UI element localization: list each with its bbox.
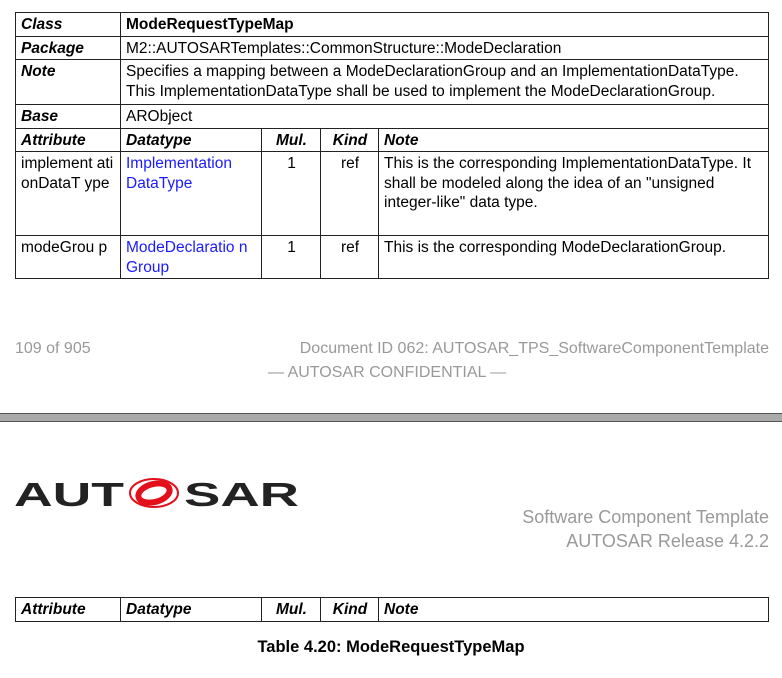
- col-kind: Kind: [321, 128, 379, 152]
- note-cell: This is the corresponding ModeDeclarationGroup.: [379, 236, 769, 279]
- col-attribute: Attribute: [16, 128, 121, 152]
- table-caption: Table 4.20: ModeRequestTypeMap: [257, 638, 525, 656]
- kind-cell: ref: [321, 152, 379, 236]
- page-separator: [0, 413, 782, 422]
- note-cell: This is the corresponding ImplementationDataType. It shall be modeled along the idea of an "unsigned integer-like" data type.: [379, 152, 769, 236]
- col-mul: Mul.: [262, 128, 321, 152]
- document-id: Document ID 062: AUTOSAR_TPS_SoftwareComponentTemplate: [299, 340, 769, 357]
- col-mul: Mul.: [262, 598, 321, 622]
- release-version: AUTOSAR Release 4.2.2: [566, 531, 769, 551]
- col-attribute: Attribute: [16, 598, 121, 622]
- document-title: Software Component Template: [522, 507, 769, 527]
- svg-text:AUT: AUT: [14, 478, 124, 510]
- col-note: Note: [379, 128, 769, 152]
- datatype-link[interactable]: Implementation DataType: [121, 152, 262, 236]
- datatype-link[interactable]: ModeDeclaratio nGroup: [121, 236, 262, 279]
- class-value: ModeRequestTypeMap: [121, 13, 769, 37]
- class-label: Class: [16, 13, 121, 37]
- col-kind: Kind: [321, 598, 379, 622]
- table-row: [16, 152, 769, 236]
- class-table: [15, 12, 769, 279]
- mul-cell: 1: [262, 152, 321, 236]
- page-number: 109 of 905: [15, 340, 91, 357]
- note-label: Note: [16, 60, 121, 105]
- col-note: Note: [379, 598, 769, 622]
- autosar-logo: [14, 478, 300, 510]
- package-value: M2::AUTOSARTemplates::CommonStructure::ModeDeclaration: [121, 36, 769, 60]
- note-value: Specifies a mapping between a ModeDeclarationGroup and an ImplementationDataType. This ImplementationDataType shall be used to implement the ModeDeclarationGroup.: [121, 60, 769, 105]
- col-datatype: Datatype: [121, 598, 262, 622]
- svg-text:SAR: SAR: [184, 478, 300, 510]
- attribute-cell: modeGrou p: [16, 236, 121, 279]
- base-label: Base: [16, 105, 121, 129]
- base-value: ARObject: [121, 105, 769, 129]
- table-row: [16, 236, 769, 279]
- col-datatype: Datatype: [121, 128, 262, 152]
- continued-table-header: [15, 597, 769, 622]
- kind-cell: ref: [321, 236, 379, 279]
- confidential-notice: — AUTOSAR CONFIDENTIAL —: [268, 364, 507, 381]
- package-label: Package: [16, 36, 121, 60]
- attribute-cell: implement ationDataT ype: [16, 152, 121, 236]
- mul-cell: 1: [262, 236, 321, 279]
